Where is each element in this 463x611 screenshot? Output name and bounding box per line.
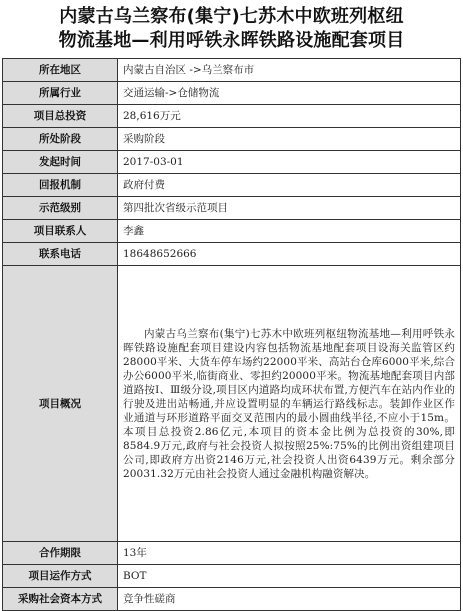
row-label-contact: 项目联系人 <box>3 220 118 243</box>
row-value-start-date: 2017-03-01 <box>118 151 461 174</box>
title-line-2: 物流基地—利用呼铁永晖铁路设施配套项目 <box>58 30 405 51</box>
table-row <box>3 220 461 243</box>
row-label-industry: 所属行业 <box>3 82 118 105</box>
row-value-phone: 18648652666 <box>118 243 461 266</box>
row-label-total-investment: 项目总投资 <box>3 105 118 128</box>
table-row <box>3 197 461 220</box>
row-value-contact: 李鑫 <box>118 220 461 243</box>
row-label-operation-mode: 项目运作方式 <box>3 565 118 588</box>
row-label-summary: 项目概况 <box>3 266 118 542</box>
title-line-1: 内蒙古乌兰察布(集宁)七苏木中欧班列枢纽 <box>59 6 404 27</box>
row-label-demo-level: 示范级别 <box>3 197 118 220</box>
table-row <box>3 565 461 588</box>
row-label-stage: 所处阶段 <box>3 128 118 151</box>
table-row <box>3 128 461 151</box>
row-label-procurement-method: 采购社会资本方式 <box>3 588 118 611</box>
row-value-demo-level: 第四批次省级示范项目 <box>118 197 461 220</box>
document-title <box>0 0 463 57</box>
row-label-term: 合作期限 <box>3 542 118 565</box>
table-row <box>3 105 461 128</box>
row-value-industry: 交通运输->仓储物流 <box>118 82 461 105</box>
table-row <box>3 151 461 174</box>
row-label-phone: 联系电话 <box>3 243 118 266</box>
row-label-return-mechanism: 回报机制 <box>3 174 118 197</box>
table-row <box>3 82 461 105</box>
table-row <box>3 174 461 197</box>
row-value-return-mechanism: 政府付费 <box>118 174 461 197</box>
row-value-total-investment: 28,616万元 <box>118 105 461 128</box>
row-value-region: 内蒙古自治区 ->乌兰察布市 <box>118 59 461 82</box>
table-row <box>3 542 461 565</box>
project-info-table <box>2 58 461 611</box>
row-value-term: 13年 <box>118 542 461 565</box>
row-value-procurement-method: 竞争性磋商 <box>118 588 461 611</box>
row-value-summary: 内蒙古乌兰察布(集宁)七苏木中欧班列枢纽物流基地—利用呼铁永晖铁路设施配套项目建设内容包括物流基地配套项目设海关监管区约28000平米、大货车停车场约22000平米、高站台仓库6000平米,综合办公6000平米,临街商业、零担约20000平米。物流基地配套项目内部道路按Ⅰ、Ⅲ级分设,项目区内道路均成环状布置,方便汽车在站内作业的行驶及进出站畅通,并应设置明显的车辆运行路线标志。装卸作业区作业通道与环形道路平面交叉范围内的最小圆曲线半径,不应小于15m。本项目总投资2.86亿元,本项目的资本金比例为总投资的30%,即8584.9万元,政府与社会投资人拟按照25%:75%的比例出资组建项目公司,即政府方出资2146万元,社会投资人出资6439万元。剩余部分20031.32万元由社会投资人通过金融机构融资解决。 <box>118 266 461 542</box>
row-label-region: 所在地区 <box>3 59 118 82</box>
table-row <box>3 243 461 266</box>
row-value-stage: 采购阶段 <box>118 128 461 151</box>
row-label-start-date: 发起时间 <box>3 151 118 174</box>
table-row <box>3 266 461 542</box>
table-row <box>3 588 461 611</box>
row-value-operation-mode: BOT <box>118 565 461 588</box>
table-row <box>3 59 461 82</box>
